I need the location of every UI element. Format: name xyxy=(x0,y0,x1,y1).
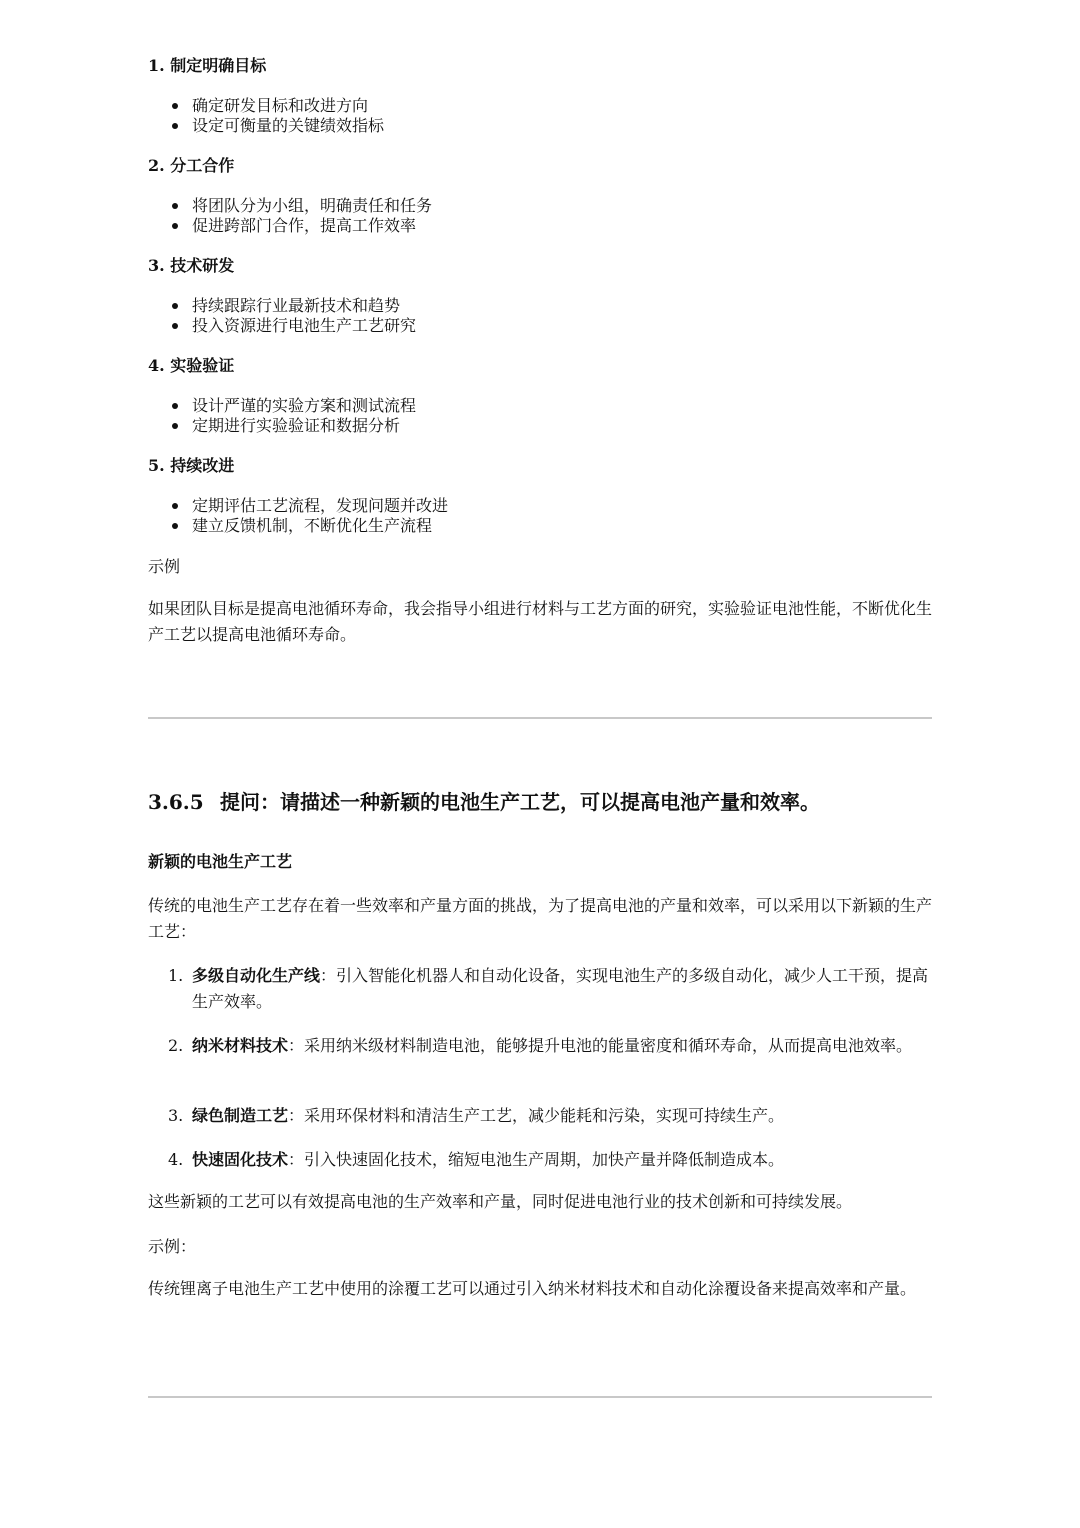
item-description: ：引入快速固化技术，缩短电池生产周期，加快产量并降低制造成本。 xyxy=(288,1150,785,1169)
list-item: 建立反馈机制，不断优化生产流程 xyxy=(148,516,448,536)
section-subtitle: 新颖的电池生产工艺 xyxy=(148,852,293,871)
list-item: 设计严谨的实验方案和测试流程 xyxy=(148,396,416,416)
bullet-list xyxy=(148,496,448,536)
example-label: 示例： xyxy=(148,1237,197,1256)
item-term: 快速固化技术 xyxy=(192,1150,289,1169)
step-title: 5. 持续改进 xyxy=(148,456,235,475)
section-divider xyxy=(148,1396,932,1398)
list-item: 定期进行实验验证和数据分析 xyxy=(148,416,416,436)
step-title: 3. 技术研发 xyxy=(148,256,235,275)
list-number: 2. xyxy=(168,1036,184,1055)
list-number: 3. xyxy=(168,1106,184,1125)
step-title: 4. 实验验证 xyxy=(148,356,235,375)
item-description: ：采用纳米级材料制造电池，能够提升电池的能量密度和循环寿命，从而提高电池效率。 xyxy=(288,1036,913,1055)
list-item: 确定研发目标和改进方向 xyxy=(148,96,384,116)
bullet-list xyxy=(148,296,416,336)
item-description: ：引入智能化机器人和自动化设备，实现电池生产的多级自动化，减少人工干预，提高生产效率。 xyxy=(192,966,929,1011)
example-text: 如果团队目标是提高电池循环寿命，我会指导小组进行材料与工艺方面的研究，实验验证电池性能，不断优化生产工艺以提高电池循环寿命。 xyxy=(148,599,933,644)
section-title: 提问：请描述一种新颖的电池生产工艺，可以提高电池产量和效率。 xyxy=(220,790,820,814)
conclusion-paragraph: 这些新颖的工艺可以有效提高电池的生产效率和产量，同时促进电池行业的技术创新和可持续发展。 xyxy=(148,1192,853,1211)
item-term: 纳米材料技术 xyxy=(192,1036,289,1055)
list-number: 4. xyxy=(168,1150,184,1169)
item-description: ：采用环保材料和清洁生产工艺，减少能耗和污染，实现可持续生产。 xyxy=(288,1106,785,1125)
step-title: 1. 制定明确目标 xyxy=(148,56,267,75)
bullet-list xyxy=(148,96,384,136)
list-item: 设定可衡量的关键绩效指标 xyxy=(148,116,384,136)
example-label: 示例 xyxy=(148,557,181,576)
section-divider xyxy=(148,717,932,719)
list-number: 1. xyxy=(168,966,184,985)
section-number: 3.6.5 xyxy=(148,790,204,814)
list-item: 促进跨部门合作，提高工作效率 xyxy=(148,216,432,236)
list-item: 将团队分为小组，明确责任和任务 xyxy=(148,196,432,216)
bullet-list xyxy=(148,396,416,436)
bullet-list xyxy=(148,196,432,236)
item-term: 多级自动化生产线 xyxy=(192,966,321,985)
intro-paragraph: 传统的电池生产工艺存在着一些效率和产量方面的挑战，为了提高电池的产量和效率，可以采用以下新颖的生产工艺： xyxy=(148,896,933,941)
list-item: 持续跟踪行业最新技术和趋势 xyxy=(148,296,416,316)
list-item: 投入资源进行电池生产工艺研究 xyxy=(148,316,416,336)
section-heading xyxy=(148,789,820,815)
example-text: 传统锂离子电池生产工艺中使用的涂覆工艺可以通过引入纳米材料技术和自动化涂覆设备来提高效率和产量。 xyxy=(148,1279,917,1298)
item-term: 绿色制造工艺 xyxy=(192,1106,289,1125)
list-item: 定期评估工艺流程，发现问题并改进 xyxy=(148,496,448,516)
step-title: 2. 分工合作 xyxy=(148,156,235,175)
